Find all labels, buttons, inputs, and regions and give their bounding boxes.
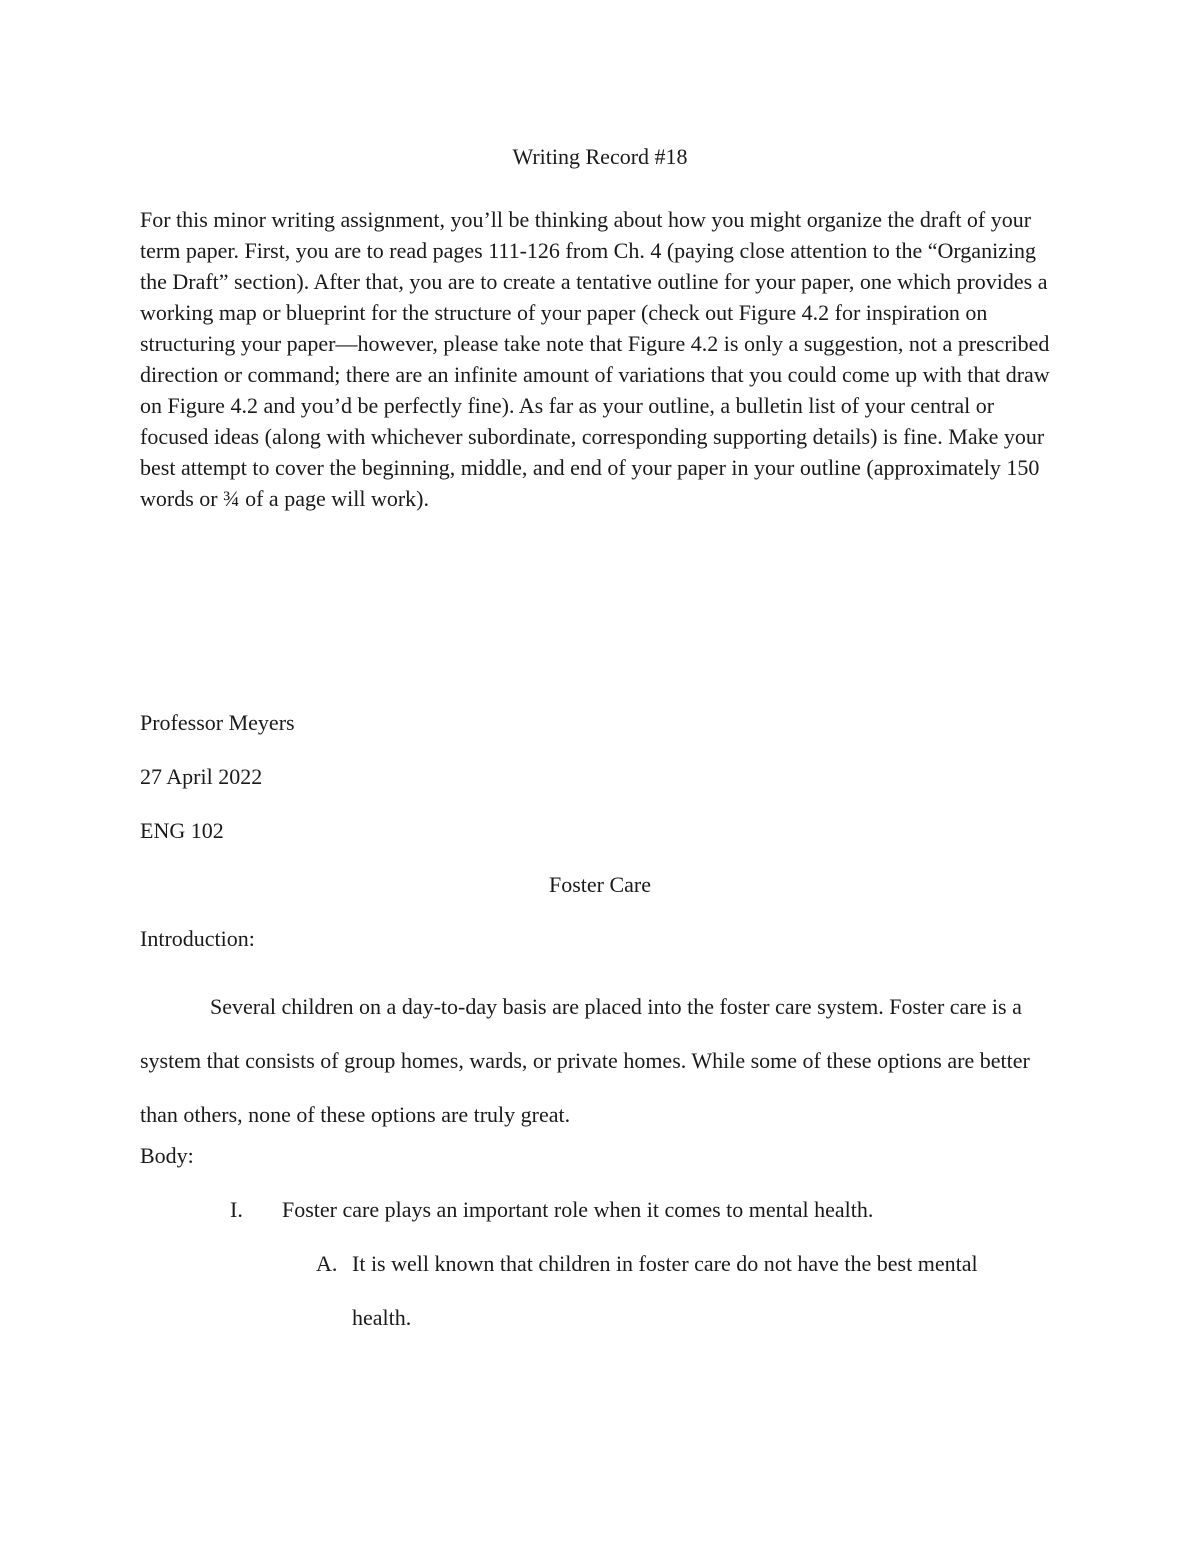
outline-subitem-text-line2: health.	[352, 1305, 412, 1330]
outline-subitem-text-line1: It is well known that children in foster care do not have the best mental	[352, 1251, 978, 1276]
professor-name: Professor Meyers	[140, 710, 295, 735]
body-label: Body:	[140, 1143, 194, 1168]
introduction-paragraph: Several children on a day-to-day basis are placed into the foster care system. Foster care is a system that consists of group homes, wards, or private homes. While some of these options are better than others, none of these options are truly great.	[140, 994, 1030, 1127]
outline-item-text: Foster care plays an important role when it comes to mental health.	[282, 1197, 874, 1222]
outline-item	[0, 1183, 1200, 1237]
document-title: Writing Record #18	[512, 144, 688, 169]
essay-title: Foster Care	[548, 872, 652, 897]
submission-date: 27 April 2022	[140, 764, 263, 789]
outline-numeral: I.	[230, 1197, 243, 1222]
outline-subitem	[0, 1237, 1200, 1345]
assignment-prompt: For this minor writing assignment, you’ll be thinking about how you might organize the draft of your term paper. First, you are to read pages 111-126 from Ch. 4 (paying close attention to the “Organizing the Draft” section). After that, you are to create a tentative outline for your paper, one which provides a working map or blueprint for the structure of your paper (check out Figure 4.2 for inspiration on structuring your paper—however, please take note that Figure 4.2 is only a suggestion, not a prescribed direction or command; there are an infinite amount of variations that you could come up with that draw on Figure 4.2 and you’d be perfectly fine). As far as your outline, a bulletin list of your central or focused ideas (along with whichever subordinate, corresponding supporting details) is fine. Make your best attempt to cover the beginning, middle, and end of your paper in your outline (approximately 150 words or ¾ of a page will work).	[140, 207, 1050, 511]
introduction-label: Introduction:	[140, 926, 255, 951]
course-code: ENG 102	[140, 818, 224, 843]
outline-letter: A.	[316, 1251, 338, 1276]
